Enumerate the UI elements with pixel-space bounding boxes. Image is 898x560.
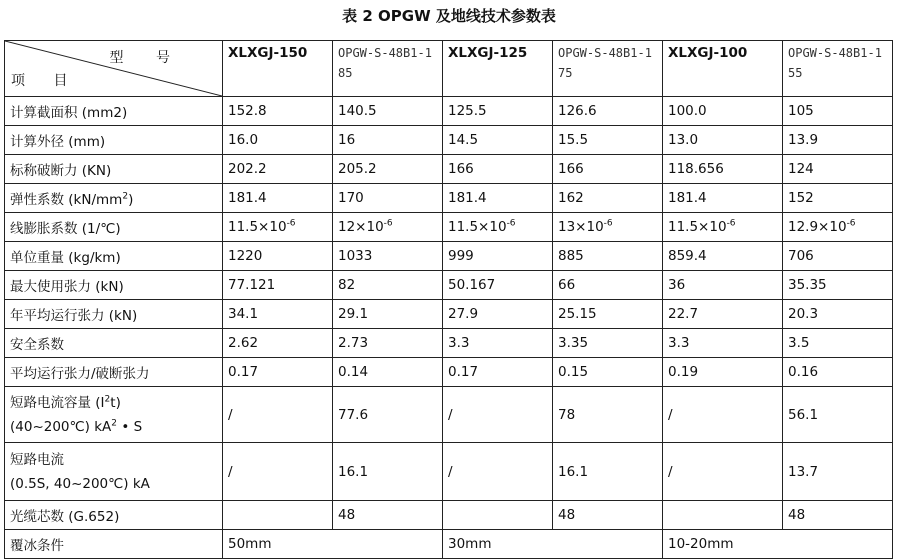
cell-value: 140.5	[333, 97, 443, 126]
cell-value	[443, 501, 553, 530]
cell-value: 10-20mm	[663, 530, 893, 559]
cell-value: 15.5	[553, 126, 663, 155]
cell-value: 205.2	[333, 155, 443, 184]
cell-value: 77.121	[223, 271, 333, 300]
row-label: 计算外径 (mm)	[5, 126, 223, 155]
cell-value: $12\times 10^{-6}$	[333, 213, 443, 242]
cell-value: 202.2	[223, 155, 333, 184]
cell-value: 0.19	[663, 358, 783, 387]
cell-value: 181.4	[443, 184, 553, 213]
cell-value: 48	[553, 501, 663, 530]
cell-value: 25.15	[553, 300, 663, 329]
label-text: )	[128, 192, 134, 208]
label-line: 短路电流容量 $(I^2t)$	[10, 394, 121, 411]
cell-value: $13\times 10^{-6}$	[553, 213, 663, 242]
cell-value: 16.1	[333, 443, 443, 501]
row-label	[5, 184, 223, 213]
cell-value: 885	[553, 242, 663, 271]
cell-value: 13.0	[663, 126, 783, 155]
cell-value: /	[443, 387, 553, 443]
label-line: 短路电流	[10, 451, 64, 468]
cell-value: 999	[443, 242, 553, 271]
table-row	[5, 97, 893, 126]
cell-value: 16.0	[223, 126, 333, 155]
table-row	[5, 300, 893, 329]
row-label: 标称破断力 (KN)	[5, 155, 223, 184]
cell-value: 0.15	[553, 358, 663, 387]
cell-value: 2.73	[333, 329, 443, 358]
cell-value: 152.8	[223, 97, 333, 126]
row-label: 单位重量 (kg/km)	[5, 242, 223, 271]
cell-value: /	[663, 443, 783, 501]
cell-value: /	[663, 387, 783, 443]
row-label	[5, 387, 223, 443]
cell-value: /	[223, 387, 333, 443]
cell-value: 706	[783, 242, 893, 271]
opgw-spec-table	[4, 40, 893, 559]
cell-value: 50mm	[223, 530, 443, 559]
cell-value	[663, 501, 783, 530]
cell-value: /	[443, 443, 553, 501]
cell-value: 48	[783, 501, 893, 530]
cell-value: 77.6	[333, 387, 443, 443]
table-row	[5, 271, 893, 300]
model-header: OPGW-S-48B1-155	[783, 41, 893, 97]
model-header: OPGW-S-48B1-175	[553, 41, 663, 97]
cell-value: 166	[443, 155, 553, 184]
cell-value: 166	[553, 155, 663, 184]
cell-value: 0.16	[783, 358, 893, 387]
cell-value: 1033	[333, 242, 443, 271]
cell-value: 118.656	[663, 155, 783, 184]
table-row	[5, 329, 893, 358]
cell-value: $11.5\times 10^{-6}$	[223, 213, 333, 242]
label-line: (40~200℃) $kA^2$ • S	[10, 418, 143, 435]
cell-value: 34.1	[223, 300, 333, 329]
cell-value: 0.17	[223, 358, 333, 387]
row-label: 计算截面积 (mm2)	[5, 97, 223, 126]
cell-value: $12.9\times 10^{-6}$	[783, 213, 893, 242]
cell-value: 30mm	[443, 530, 663, 559]
cell-value: 36	[663, 271, 783, 300]
table-row	[5, 358, 893, 387]
cell-value: 22.7	[663, 300, 783, 329]
label-text: 弹性系数 (kN/mm	[10, 192, 123, 208]
model-header-label: 型 号	[109, 50, 184, 66]
row-label: 光缆芯数 (G.652)	[5, 501, 223, 530]
row-label: 线膨胀系数 (1/℃)	[5, 213, 223, 242]
cell-value: 66	[553, 271, 663, 300]
cell-value: 56.1	[783, 387, 893, 443]
cell-value: 29.1	[333, 300, 443, 329]
row-label	[5, 443, 223, 501]
table-row	[5, 242, 893, 271]
cell-value: 152	[783, 184, 893, 213]
cell-value: 27.9	[443, 300, 553, 329]
cell-value: 78	[553, 387, 663, 443]
cell-value: 3.5	[783, 329, 893, 358]
cell-value: 2.62	[223, 329, 333, 358]
cell-value: 3.3	[443, 329, 553, 358]
table-row	[5, 155, 893, 184]
table-title: 表 2 OPGW 及地线技术参数表	[342, 7, 556, 25]
cell-value: $11.5\times 10^{-6}$	[443, 213, 553, 242]
cell-value: 35.35	[783, 271, 893, 300]
cell-value: 162	[553, 184, 663, 213]
row-label: 最大使用张力 (kN)	[5, 271, 223, 300]
model-header: XLXGJ-125	[443, 41, 553, 97]
table-row	[5, 213, 893, 242]
row-label: 覆冰条件	[5, 530, 223, 559]
cell-value: 48	[333, 501, 443, 530]
model-header: XLXGJ-150	[223, 41, 333, 97]
cell-value: 16	[333, 126, 443, 155]
table-row	[5, 126, 893, 155]
cell-value: 124	[783, 155, 893, 184]
row-label: 年平均运行张力 (kN)	[5, 300, 223, 329]
cell-value: 170	[333, 184, 443, 213]
row-label: 平均运行张力/破断张力	[5, 358, 223, 387]
cell-value: 14.5	[443, 126, 553, 155]
cell-value: /	[223, 443, 333, 501]
cell-value	[223, 501, 333, 530]
cell-value: 1220	[223, 242, 333, 271]
item-header-label: 项 目	[11, 73, 80, 89]
cell-value: 16.1	[553, 443, 663, 501]
cell-value: 181.4	[663, 184, 783, 213]
row-label: 安全系数	[5, 329, 223, 358]
cell-value: 0.14	[333, 358, 443, 387]
cell-value: $11.5\times 10^{-6}$	[663, 213, 783, 242]
cell-value: 3.3	[663, 329, 783, 358]
cell-value: 859.4	[663, 242, 783, 271]
cell-value: 125.5	[443, 97, 553, 126]
cell-value: 20.3	[783, 300, 893, 329]
cell-value: 13.9	[783, 126, 893, 155]
cell-value: 181.4	[223, 184, 333, 213]
header-row	[5, 41, 893, 97]
cell-value: 3.35	[553, 329, 663, 358]
table-row	[5, 184, 893, 213]
label-superscript: 2	[122, 191, 129, 202]
cell-value: 50.167	[443, 271, 553, 300]
diagonal-header-cell	[5, 41, 223, 97]
label-line: (0.5S, 40~200℃) kA	[10, 475, 150, 492]
cell-value: 126.6	[553, 97, 663, 126]
cell-value: 0.17	[443, 358, 553, 387]
model-header: OPGW-S-48B1-185	[333, 41, 443, 97]
cell-value: 13.7	[783, 443, 893, 501]
table-row	[5, 501, 893, 530]
cell-value: 82	[333, 271, 443, 300]
cell-value: 100.0	[663, 97, 783, 126]
table-row	[5, 387, 893, 443]
model-header: XLXGJ-100	[663, 41, 783, 97]
table-row	[5, 443, 893, 501]
cell-value: 105	[783, 97, 893, 126]
table-row	[5, 530, 893, 559]
